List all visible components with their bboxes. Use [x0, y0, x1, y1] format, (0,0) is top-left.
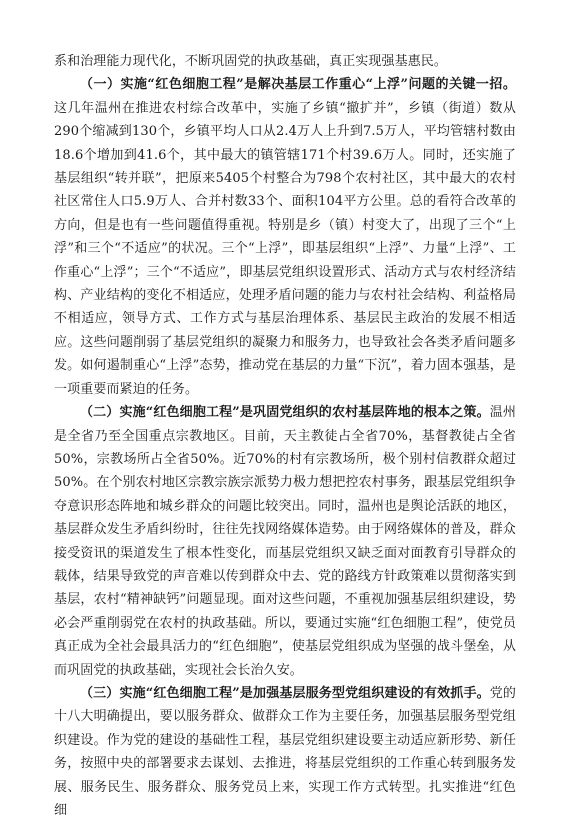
paragraph-intro-continuation — [54, 50, 516, 73]
paragraph-text: 温州是全省乃至全国重点宗教地区。目前，天主教徒占全省70%，基督教徒占全省50%，宗教场所占全省50%。近70%的村有宗教场所，极个别村信教群众超过50%。在个别农村地区宗教宗族宗派势力极力想把控农村事务，跟基层党组织争夺意识形态阵地和城乡群众的问题比较突出。同时，温州也是舆论活跃的地区，基层群众发生矛盾纠纷时，往往先找网络媒体造势。由于网络媒体的普及，群众接受资讯的渠道发生了根本性变化，而基层党组织又缺乏面对面教育引导群众的载体，结果导致党的声音难以传到群众中去、党的路线方针政策难以贯彻落实到基层，农村“精神缺钙”问题显现。面对这些问题，不重视加强基层组织建设，势必会严重削弱党在农村的执政基础。所以，要通过实施“红色细胞工程”，使党员真正成为全社会最具活力的“红色细胞”，使基层党组织成为坚强的战斗堡垒，从而巩固党的执政基础，实现社会长治久安。 — [54, 405, 516, 678]
paragraph-section-1 — [54, 73, 516, 401]
section-heading-3: （三）实施“红色细胞工程”是加强基层服务型党组织建设的有效抓手。 — [80, 685, 490, 701]
paragraph-text: 这几年温州在推进农村综合改革中，实施了乡镇“撤扩并”，乡镇（街道）数从290个缩减到130个，乡镇平均人口从2.4万人上升到7.5万人，平均管辖村数由18.6个增加到41.6个，其中最大的镇管辖171个村39.6万人。同时，还实施了基层组织“转并联”，把原来5405个村整合为798个农村社区，其中最大的农村社区常住人口5.9万人、合并村数33个、面积104平方公里。总的看符合改革的方向，但是也有一些问题值得重视。特别是乡（镇）村变大了，出现了三个“上浮”和三个“不适应”的状况。三个“上浮”，即基层组织“上浮”、力量“上浮”、工作重心“上浮”；三个“不适应”，即基层党组织设置形式、活动方式与农村经济结构、产业结构的变化不相适应，处理矛盾问题的能力与农村社会结构、利益格局不相适应，领导方式、工作方式与基层治理体系、基层民主政治的发展不相适应。这些问题削弱了基层党组织的凝聚力和服务力，也导致社会各类矛盾问题多发。如何遏制重心“上浮”态势，推动党在基层的力量“下沉”，着力固本强基，是一项重要而紧迫的任务。 — [54, 100, 516, 397]
section-heading-1: （一）实施“红色细胞工程”是解决基层工作重心“上浮”问题的关键一招。 — [80, 77, 516, 93]
paragraph-section-3 — [54, 682, 516, 822]
paragraph-text: 党的十八大明确提出，要以服务群众、做群众工作为主要任务，加强基层服务型党组织建设。作为党的建设的基础性工程，基层党组织建设要主动适应新形势、新任务，按照中央的部署要求去谋划、去推进，将基层党组织的工作重心转到服务发展、服务民生、服务群众、服务党员上来，实现工作方式转型。扎实推进“红色细 — [54, 685, 516, 818]
document-page — [54, 50, 516, 822]
section-heading-2: （二）实施“红色细胞工程”是巩固党组织的农村基层阵地的根本之策。 — [80, 405, 490, 421]
paragraph-text: 系和治理能力现代化，不断巩固党的执政基础，真正实现强基惠民。 — [54, 54, 448, 69]
paragraph-section-2 — [54, 401, 516, 682]
